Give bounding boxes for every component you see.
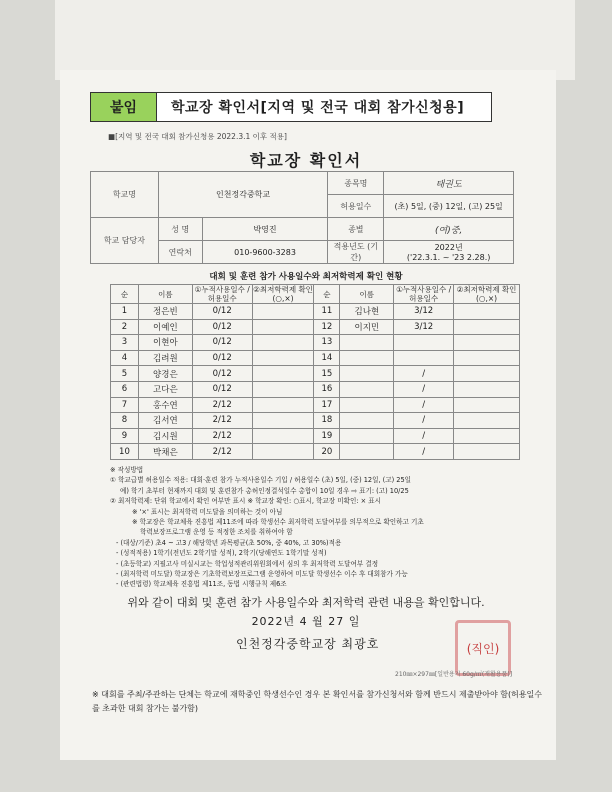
row-no: 19: [314, 428, 340, 444]
footnote: ※ 대회를 주최/주관하는 단체는 학교에 재학중인 학생선수인 경우 본 확인서를 참가신청서와 함께 반드시 제출받아야 함(허용일수를 초과한 대회 참가는 불가함): [92, 690, 542, 713]
note-line: - (최저학력 미도달) 학교장은 기초학력보장프로그램 운영하여 미도달 학생선수 이수 후 대회참가 가능: [116, 570, 408, 579]
table-row: [111, 428, 520, 444]
instructions: [110, 465, 530, 590]
table-row: [111, 304, 520, 320]
note-line: ※ 작성방법: [110, 466, 144, 474]
row-no: 14: [314, 350, 340, 366]
student-min-check: [454, 381, 520, 397]
col-name: 이름: [340, 285, 394, 304]
student-min-check: [252, 319, 314, 335]
row-no: 7: [111, 397, 139, 413]
student-min-check: [252, 350, 314, 366]
student-days: 0/12: [192, 350, 252, 366]
student-min-check: [252, 304, 314, 320]
col-min-academic: ②최저학력제 확인(○,×): [253, 285, 313, 303]
attachment-tag: 붙임: [91, 93, 157, 121]
col-name: 이름: [138, 285, 192, 304]
student-name: 김나현: [340, 304, 394, 320]
student-days: 0/12: [192, 335, 252, 351]
allowed-days-label: 허용일수: [328, 195, 384, 218]
note-line: - (성적적용) 1학기(전년도 2학기말 성적), 2학기(당해연도 1학기말 성적): [116, 549, 327, 558]
student-name: [340, 381, 394, 397]
student-min-check: [252, 335, 314, 351]
year-cell: [384, 241, 514, 264]
student-name: 양경은: [138, 366, 192, 382]
student-min-check: [252, 413, 314, 429]
table-row: [111, 335, 520, 351]
contact-value: 010-9600-3283: [202, 241, 328, 264]
official-seal: (직인): [455, 620, 511, 676]
allowed-days-value: (초) 5일, (중) 12일, (고) 25일: [384, 195, 514, 218]
student-name: [340, 413, 394, 429]
student-min-check: [454, 319, 520, 335]
year-value: 2022년: [434, 243, 463, 252]
row-no: 15: [314, 366, 340, 382]
row-no: 16: [314, 381, 340, 397]
row-no: 3: [111, 335, 139, 351]
row-no: 17: [314, 397, 340, 413]
student-days: 0/12: [192, 304, 252, 320]
document-title: 학교장 확인서: [249, 151, 363, 170]
student-days: /: [394, 444, 454, 460]
student-name: [340, 335, 394, 351]
row-no: 8: [111, 413, 139, 429]
student-days: [394, 335, 454, 351]
student-min-check: [252, 444, 314, 460]
issue-date: 2022년 4 월 27 일: [251, 615, 361, 628]
col-days: ①누적사용일수 /허용일수: [394, 285, 454, 304]
note-line: ※ 학교장은 학교체육 진흥법 제11조에 따라 학생선수 최저학력 도달여부를 의무적으로 확인하고 기초: [132, 518, 424, 527]
person-label: 학교 담당자: [91, 218, 159, 264]
student-min-check: [454, 366, 520, 382]
student-min-check: [252, 428, 314, 444]
row-no: 12: [314, 319, 340, 335]
name-label: 성 명: [158, 218, 202, 241]
school-label: 학교명: [91, 172, 159, 218]
header-box: [90, 92, 492, 122]
student-name: 김서연: [138, 413, 192, 429]
student-min-check: [454, 397, 520, 413]
gender-label: 종별: [328, 218, 384, 241]
student-name: [340, 428, 394, 444]
student-min-check: [454, 304, 520, 320]
student-days: /: [394, 366, 454, 382]
gender-value: (여)중,: [384, 218, 514, 241]
student-min-check: [454, 428, 520, 444]
table-row: [111, 350, 520, 366]
confirmation-statement: 위와 같이 대회 및 훈련 참가 사용일수와 최저학력 관련 내용을 확인합니다.: [127, 596, 485, 609]
note-line: - (관련법령) 학교체육 진흥법 제11조, 동법 시행규칙 제6조: [116, 580, 287, 589]
student-name: [340, 444, 394, 460]
row-no: 11: [314, 304, 340, 320]
student-days: /: [394, 381, 454, 397]
student-days: 3/12: [394, 304, 454, 320]
note-line: - (초등학교) 지필고사 미실시교는 학업성적관리위원회에서 심의 후 최저학력 도달여부 결정: [116, 559, 379, 568]
table-row: [111, 397, 520, 413]
event-label: 종목명: [328, 172, 384, 195]
note-line: ① 학교급별 허용일수 적용: 대회·훈련 참가 누적사용일수 기입 / 허용일수 (초) 5일, (중) 12일, (고) 25일: [110, 476, 412, 485]
student-table: [110, 284, 520, 460]
student-name: [340, 350, 394, 366]
student-min-check: [252, 397, 314, 413]
student-min-check: [454, 350, 520, 366]
event-value: 태권도: [384, 172, 514, 195]
col-no: 순: [111, 285, 139, 304]
period-value: ('22.3.1. ~ '23 2.28.): [406, 253, 491, 262]
note-line: - (대상/기준) 초4 ~ 고3 / 해당학년 과목평균(초 50%, 중 40%, 고 30%)적용: [116, 538, 342, 547]
student-name: 이예인: [138, 319, 192, 335]
note-line: 학력보장프로그램 운영 등 적정한 조치를 취하여야 함: [140, 528, 293, 537]
row-no: 6: [111, 381, 139, 397]
student-days: 0/12: [192, 381, 252, 397]
table-title: 대회 및 훈련 참가 사용일수와 최저학력제 확인 현황: [209, 272, 403, 282]
col-days: ①누적사용일수 /허용일수: [192, 285, 252, 304]
row-no: 5: [111, 366, 139, 382]
student-days: 2/12: [192, 428, 252, 444]
student-name: 이현아: [138, 335, 192, 351]
student-name: 김려원: [138, 350, 192, 366]
table-row: [111, 381, 520, 397]
student-name: 고다은: [138, 381, 192, 397]
table-row: [111, 444, 520, 460]
student-name: [340, 366, 394, 382]
table-row: [111, 366, 520, 382]
header-title: 학교장 확인서[지역 및 전국 대회 참가신청용]: [171, 100, 465, 116]
student-days: 2/12: [192, 397, 252, 413]
student-name: 정은빈: [138, 304, 192, 320]
student-days: 2/12: [192, 444, 252, 460]
row-no: 13: [314, 335, 340, 351]
row-no: 20: [314, 444, 340, 460]
note-line: ※ '×' 표시는 최저학력 미도달을 의미하는 것이 아님: [132, 507, 283, 516]
student-days: /: [394, 413, 454, 429]
row-no: 1: [111, 304, 139, 320]
row-no: 10: [111, 444, 139, 460]
table-row: [111, 319, 520, 335]
student-days: 3/12: [394, 319, 454, 335]
student-name: 박채은: [138, 444, 192, 460]
student-days: 0/12: [192, 319, 252, 335]
applicability-notice: ■[지역 및 전국 대회 참가신청용 2022.3.1 이후 적용]: [108, 132, 287, 141]
student-name: 홍수연: [138, 397, 192, 413]
school-name: 인천정각중학교: [158, 172, 328, 218]
note-line: 예) 학기 초부터 현재까지 대회 및 훈련참가 총허인정결석일수 총합이 10일 경우 ⇨ 표기: (고) 10/25: [120, 486, 409, 495]
student-min-check: [454, 413, 520, 429]
student-min-check: [454, 335, 520, 351]
paper-size-note: 210㎜×297㎜[일반용지 60g/㎡(재활용품)]: [395, 671, 513, 678]
paper-top: [55, 0, 575, 80]
student-min-check: [252, 381, 314, 397]
student-min-check: [252, 366, 314, 382]
school-info-table: [90, 171, 514, 264]
student-days: 2/12: [192, 413, 252, 429]
principal-signature: 인천정각중학교장 최광호: [236, 637, 380, 651]
student-name: 김시원: [138, 428, 192, 444]
row-no: 4: [111, 350, 139, 366]
col-min-academic: ②최저학력제 확인(○,×): [454, 285, 520, 304]
year-label: 적용년도 (기간): [328, 241, 384, 264]
student-days: /: [394, 397, 454, 413]
row-no: 18: [314, 413, 340, 429]
student-days: 0/12: [192, 366, 252, 382]
note-line: ② 최저학력제: 단위 학교에서 확인 여부만 표시 ※ 학교장 확인: ○표시, 학교장 미확인: × 표시: [110, 497, 382, 506]
student-name: [340, 397, 394, 413]
row-no: 2: [111, 319, 139, 335]
contact-label: 연락처: [158, 241, 202, 264]
row-no: 9: [111, 428, 139, 444]
student-days: /: [394, 428, 454, 444]
table-row: [111, 413, 520, 429]
student-days: [394, 350, 454, 366]
col-no: 순: [314, 285, 340, 304]
student-name: 이지민: [340, 319, 394, 335]
student-min-check: [454, 444, 520, 460]
person-name: 박영진: [202, 218, 328, 241]
